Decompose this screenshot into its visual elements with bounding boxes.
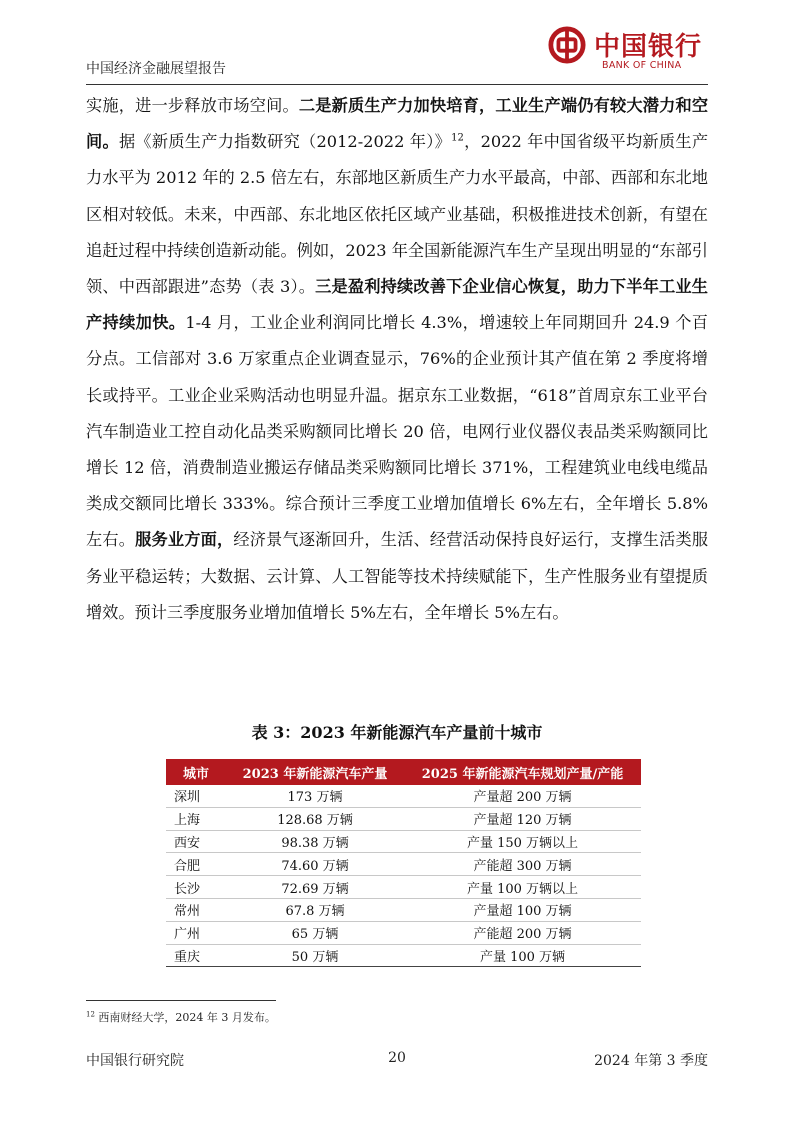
cell-2025-plan: 产量 150 万辆以上 bbox=[404, 830, 641, 853]
cell-city: 长沙 bbox=[166, 876, 226, 899]
bank-of-china-logo-icon bbox=[548, 26, 586, 64]
text-run: 经济景气逐渐回升，生活、经营活动保持良好运行，支撑生活类服务业平稳运转；大数据、云计算、人工智能等技术持续赋能下，生产性服务业有望提质增效。预计三季度服务业增加值增长 5%左右，全年增长 5%左右。 bbox=[86, 530, 709, 622]
footnote-number: 12 bbox=[86, 1010, 95, 1019]
cell-2025-plan: 产量超 120 万辆 bbox=[404, 807, 641, 830]
cell-2023-output: 50 万辆 bbox=[226, 944, 404, 967]
footer-institution: 中国银行研究院 bbox=[86, 1053, 184, 1069]
cell-city: 广州 bbox=[166, 921, 226, 944]
cell-city: 西安 bbox=[166, 830, 226, 853]
text-run: 实施，进一步释放市场空间。 bbox=[86, 96, 299, 115]
report-title: 中国经济金融展望报告 bbox=[86, 61, 226, 77]
cell-2025-plan: 产量超 100 万辆 bbox=[404, 898, 641, 921]
text-run: 据《新质生产力指数研究（2012-2022 年）》 bbox=[118, 132, 452, 152]
footnote bbox=[86, 1009, 276, 1025]
header-divider bbox=[86, 84, 708, 85]
page-number: 20 bbox=[388, 1050, 406, 1066]
table-title: 表 3：2023 年新能源汽车产量前十城市 bbox=[251, 723, 543, 742]
cell-city: 常州 bbox=[166, 898, 226, 921]
cell-2025-plan: 产能超 200 万辆 bbox=[404, 921, 641, 944]
table-row bbox=[166, 876, 641, 899]
table-row bbox=[166, 944, 641, 967]
cell-2023-output: 173 万辆 bbox=[226, 785, 404, 807]
cell-2025-plan: 产量 100 万辆以上 bbox=[404, 876, 641, 899]
footnote-divider bbox=[86, 1000, 276, 1001]
paragraph bbox=[86, 88, 708, 631]
table-row bbox=[166, 830, 641, 853]
nev-production-table bbox=[166, 759, 641, 967]
cell-2025-plan: 产量超 200 万辆 bbox=[404, 785, 641, 807]
cell-2025-plan: 产量 100 万辆 bbox=[404, 944, 641, 967]
table-row bbox=[166, 807, 641, 830]
cell-2023-output: 72.69 万辆 bbox=[226, 876, 404, 899]
cell-2023-output: 67.8 万辆 bbox=[226, 898, 404, 921]
table-row bbox=[166, 921, 641, 944]
table-row bbox=[166, 853, 641, 876]
cell-2023-output: 128.68 万辆 bbox=[226, 807, 404, 830]
footer-period: 2024 年第 3 季度 bbox=[594, 1053, 708, 1069]
bold-run: 服务业方面， bbox=[135, 530, 234, 550]
cell-city: 上海 bbox=[166, 807, 226, 830]
bold-run: 二是新质生产力加快培育，工业生产端仍有较大潜力和空间。 bbox=[86, 96, 709, 152]
cell-city: 合肥 bbox=[166, 853, 226, 876]
text-run: ，2022 年中国省级平均新质生产力水平为 2012 年的 2.5 倍左右，东部地区新质生产力水平最高，中部、西部和东北地区相对较低。未来，中西部、东北地区依托区域产业基础，积极推进技术创新，有望在追赶过程中持续创造新动能。例如，2023 年全国新能源汽车生产呈现出明显的“东部引领、中西部跟进”态势（表 3）。 bbox=[86, 132, 709, 297]
column-header-city: 城市 bbox=[166, 759, 226, 785]
cell-2023-output: 65 万辆 bbox=[226, 921, 404, 944]
footnote-text: 西南财经大学，2024 年 3 月发布。 bbox=[98, 1011, 276, 1024]
footnote-ref[interactable]: 12 bbox=[451, 132, 464, 144]
column-header-2023-output: 2023 年新能源汽车产量 bbox=[226, 759, 404, 785]
cell-city: 重庆 bbox=[166, 944, 226, 967]
logo-chinese-name: 中国银行 bbox=[594, 32, 703, 62]
bold-run: 三是盈利持续改善下企业信心恢复，助力下半年工业生产持续加快。 bbox=[86, 277, 708, 333]
body-text bbox=[86, 88, 708, 631]
table-row bbox=[166, 785, 641, 807]
cell-city: 深圳 bbox=[166, 785, 226, 807]
cell-2025-plan: 产能超 300 万辆 bbox=[404, 853, 641, 876]
table-row bbox=[166, 898, 641, 921]
page-header bbox=[86, 24, 708, 80]
logo-english-name: BANK OF CHINA bbox=[602, 60, 682, 71]
text-run: 1-4 月，工业企业利润同比增长 4.3%，增速较上年同期回升 24.9 个百分点。工信部对 3.6 万家重点企业调查显示，76%的企业预计其产值在第 2 季度将增长或持平。工业企业采购活动也明显升温。据京东工业数据，“618”首周京东工业平台汽车制造业工控自动化品类采购额同比增长 20 倍，电网行业仪器仪表品类采购额同比增长 12 倍，消费制造业搬运存储品类采购额同比增长 371%，工程建筑业电线电缆品类成交额同比增长 333%。综合预计三季度工业增加值增长 6%左右，全年增长 5.8%左右。 bbox=[86, 313, 708, 550]
cell-2023-output: 98.38 万辆 bbox=[226, 830, 404, 853]
bank-logo bbox=[548, 24, 708, 76]
cell-2023-output: 74.60 万辆 bbox=[226, 853, 404, 876]
column-header-2025-plan: 2025 年新能源汽车规划产量/产能 bbox=[404, 759, 641, 785]
table-header-row bbox=[166, 759, 641, 785]
